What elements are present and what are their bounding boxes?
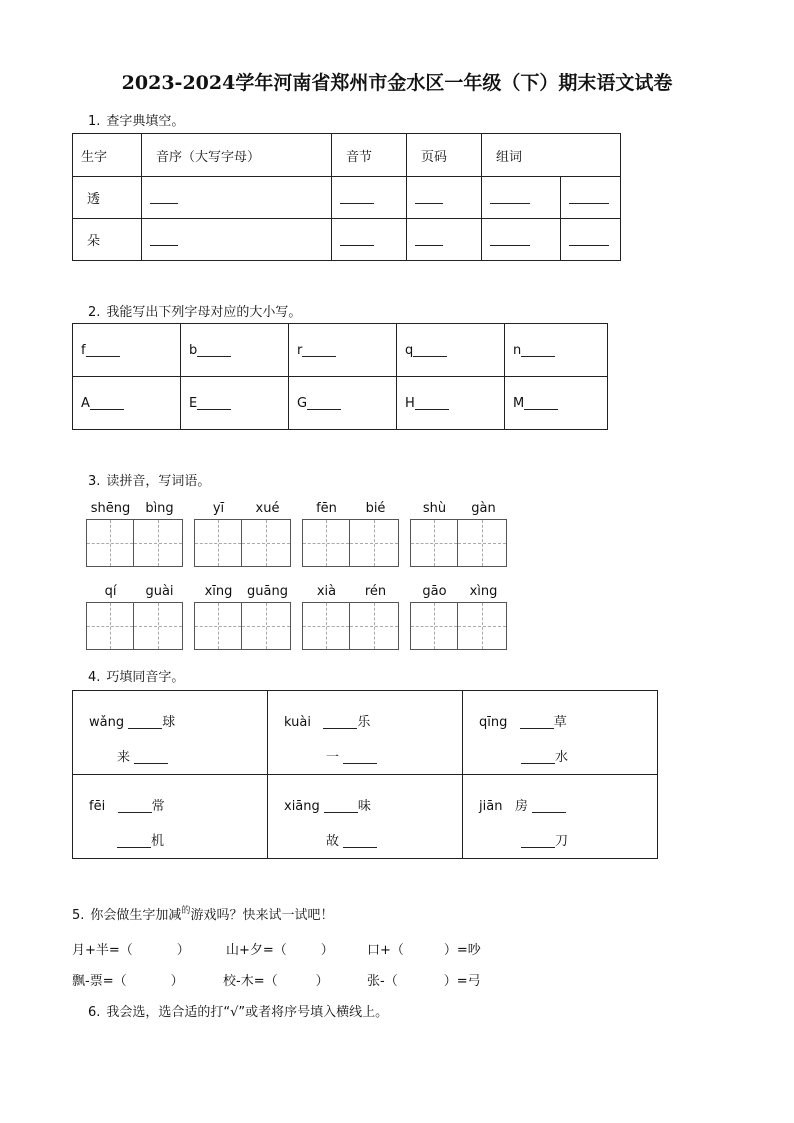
answer-blank[interactable] [532,800,566,813]
question-text: 游戏吗？快来试一试吧！ [190,908,334,923]
letter: G [297,395,308,411]
pinyin: xìng [469,584,498,599]
pinyin: xiāng [284,799,320,814]
answer-blank[interactable] [150,191,178,204]
equation: 月+半=（ ） [72,943,190,958]
writing-box[interactable] [350,602,399,650]
pinyin: fēi [89,799,106,814]
letter: n [513,342,522,358]
table-row [73,177,621,219]
question-3 [88,470,210,489]
writing-box[interactable] [458,519,507,567]
equation: 飘-票=（ ） [72,974,184,989]
annotation: 的 [181,906,191,916]
pinyin: yī [212,501,225,516]
pinyin-word [86,501,184,567]
writing-box[interactable] [86,602,134,650]
equation: 山+夕=（ ） [226,943,334,958]
answer-blank[interactable] [197,344,231,357]
pinyin: bìng [145,501,174,516]
question-text: 巧填同音字。 [106,670,185,685]
pinyin-word [194,501,292,567]
char: 房 [514,799,528,814]
answer-blank[interactable] [415,191,443,204]
answer-blank[interactable] [521,751,555,764]
pinyin: bié [365,501,386,516]
char: 球 [162,715,176,730]
letter: f [81,342,86,358]
question-text: 我能写出下列字母对应的大小写。 [106,305,302,320]
answer-blank[interactable] [86,344,120,357]
pinyin: guāng [247,584,288,599]
writing-box[interactable] [458,602,507,650]
letter: E [189,395,198,411]
header-page: 页码 [407,134,482,177]
equation: 口+（ ）=吵 [367,943,481,958]
writing-box[interactable] [350,519,399,567]
pinyin: gàn [471,501,496,516]
pinyin-word [410,501,508,567]
char: 乐 [357,715,371,730]
pinyin-word [410,584,508,650]
answer-blank[interactable] [569,233,609,246]
writing-box[interactable] [194,519,242,567]
answer-blank[interactable] [324,800,358,813]
pinyin: xué [255,501,280,516]
question-5 [72,904,333,923]
writing-box[interactable] [242,519,291,567]
writing-box[interactable] [134,519,183,567]
question-4 [88,666,184,685]
pinyin: xià [316,584,337,599]
writing-box[interactable] [194,602,242,650]
char: 机 [151,834,165,849]
pinyin-word [194,584,292,650]
char: 一 [326,750,340,765]
pinyin-word [302,584,400,650]
char: 草 [553,715,567,730]
letter: b [189,342,198,358]
answer-blank[interactable] [340,233,374,246]
answer-blank[interactable] [323,716,357,729]
writing-box[interactable] [242,602,291,650]
char: 常 [151,799,165,814]
pinyin-row-1 [86,501,518,567]
letter: r [297,342,303,358]
letter: A [81,395,90,411]
answer-blank[interactable] [520,716,554,729]
pinyin: shēng [90,501,131,516]
pinyin-word [302,501,400,567]
answer-blank[interactable] [118,800,152,813]
char: 刀 [555,834,569,849]
writing-box[interactable] [134,602,183,650]
char: 水 [555,750,569,765]
writing-box[interactable] [86,519,134,567]
question-number: 3. [88,474,101,489]
answer-blank[interactable] [197,397,231,410]
char-cell: 透 [73,177,142,219]
pinyin: fēn [316,501,337,516]
question-number: 2. [88,305,101,320]
answer-blank[interactable] [343,835,377,848]
question-number: 4. [88,670,101,685]
answer-blank[interactable] [521,344,555,357]
answer-blank[interactable] [134,751,168,764]
pinyin: guài [145,584,174,599]
table-row [73,775,658,859]
answer-blank[interactable] [521,835,555,848]
header-syllable: 音节 [332,134,407,177]
char: 故 [326,834,340,849]
header-words: 组词 [482,134,621,177]
table-row [73,324,608,377]
table-row [73,377,608,430]
pinyin: wǎng [89,715,125,730]
question-1 [88,110,184,129]
answer-blank[interactable] [490,233,530,246]
answer-blank[interactable] [128,716,162,729]
answer-blank[interactable] [340,191,374,204]
writing-box[interactable] [410,519,458,567]
writing-box[interactable] [302,602,350,650]
pinyin: kuài [284,715,311,730]
question-6 [88,1001,388,1020]
pinyin: shù [422,501,447,516]
pinyin: gāo [422,584,447,599]
question-number: 5. [72,908,85,923]
header-char: 生字 [73,134,142,177]
char-cell: 朵 [73,219,142,261]
question-2 [88,301,301,320]
letter: q [405,342,414,358]
answer-blank[interactable] [413,344,447,357]
answer-blank[interactable] [415,233,443,246]
answer-blank[interactable] [150,233,178,246]
question-text: 读拼音，写词语。 [106,474,211,489]
header-initial: 音序（大写字母） [142,134,332,177]
pinyin: qīng [479,715,508,730]
pinyin: rén [364,584,387,599]
char: 来 [117,750,131,765]
answer-blank[interactable] [524,397,558,410]
table-row [73,219,621,261]
answer-blank[interactable] [90,397,124,410]
answer-blank[interactable] [117,835,151,848]
question-number: 6. [88,1005,101,1020]
letters-table [72,323,608,430]
letter: M [513,395,525,411]
dictionary-table [72,133,621,261]
answer-blank[interactable] [490,191,530,204]
answer-blank[interactable] [343,751,377,764]
homophone-table [72,690,658,859]
answer-blank[interactable] [307,397,341,410]
table-row [73,691,658,775]
pinyin-row-2 [86,584,518,650]
pinyin: qí [104,584,117,599]
writing-box[interactable] [302,519,350,567]
char: 味 [357,799,371,814]
question-text: 查字典填空。 [106,114,185,129]
equation: 张-（ ）=弓 [367,974,481,989]
writing-box[interactable] [410,602,458,650]
pinyin: jiān [479,799,503,814]
pinyin: xīng [204,584,233,599]
answer-blank[interactable] [415,397,449,410]
equation: 校-木=（ ） [223,974,329,989]
question-text: 我会选，选合适的打“√”或者将序号填入横线上。 [106,1005,389,1020]
answer-blank[interactable] [569,191,609,204]
question-text: 你会做生字加减 [90,908,182,923]
question-number: 1. [88,114,101,129]
pinyin-word [86,584,184,650]
answer-blank[interactable] [302,344,336,357]
page-title: 2023-2024学年河南省郑州市金水区一年级（下）期末语文试卷 [121,72,673,94]
letter: H [405,395,415,411]
